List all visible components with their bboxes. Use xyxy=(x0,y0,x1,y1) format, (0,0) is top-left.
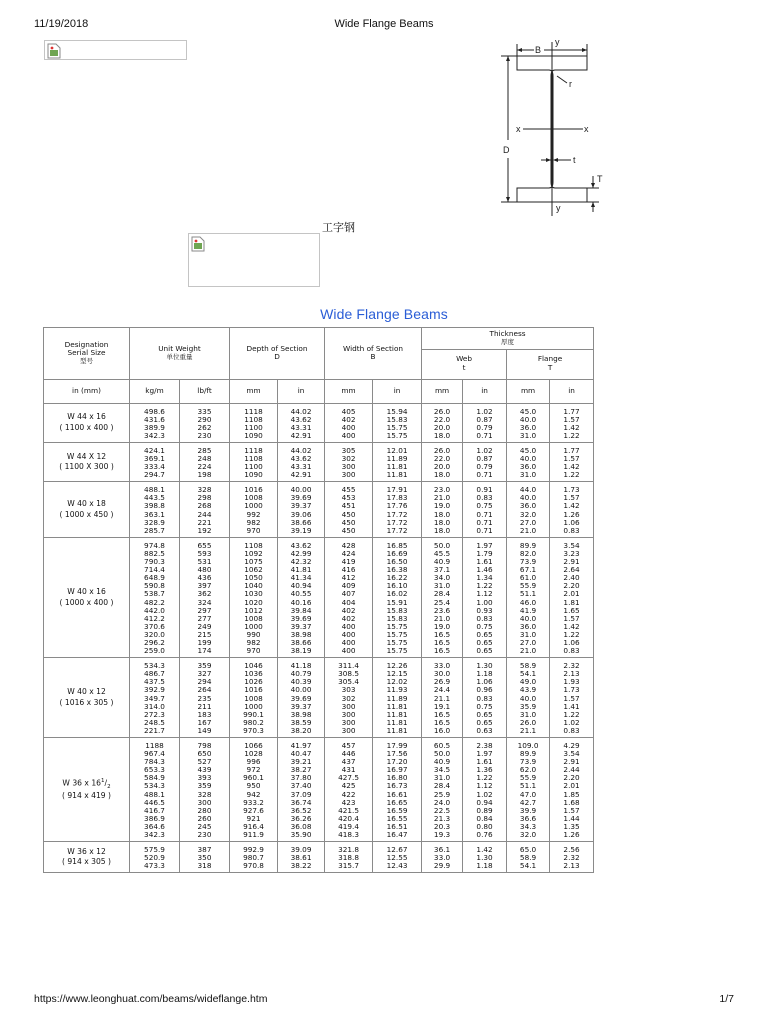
value-cell: 498.6 431.6 389.9 342.3 xyxy=(130,403,180,442)
value-cell: 58.9 54.1 49.0 43.9 40.0 35.9 31.0 26.0 21.1 xyxy=(507,658,550,738)
diagram-label-t-web: t xyxy=(573,155,576,165)
value-cell: 4.29 3.54 2.91 2.44 2.20 2.01 1.85 1.68 1.57 1.44 1.35 1.26 xyxy=(550,738,594,842)
value-cell: 12.67 12.55 12.43 xyxy=(373,842,422,873)
value-cell: 23.0 21.0 19.0 18.0 18.0 18.0 xyxy=(422,482,463,538)
value-cell: 26.0 22.0 20.0 18.0 xyxy=(422,403,463,442)
value-cell: 2.38 1.97 1.61 1.36 1.22 1.12 1.02 0.94 0.89 0.84 0.80 0.76 xyxy=(463,738,507,842)
value-cell: 1.02 0.87 0.79 0.71 xyxy=(463,403,507,442)
value-cell: 305 302 300 300 xyxy=(325,442,373,481)
value-cell: 1.30 1.18 1.06 0.96 0.83 0.75 0.65 0.65 0.63 xyxy=(463,658,507,738)
header-unit-weight: Unit Weight 单位重量 xyxy=(130,328,230,380)
value-cell: 1108 1092 1075 1062 1050 1040 1030 1020 1012 1008 1000 990 982 970 xyxy=(230,537,278,657)
value-cell: 44.02 43.62 43.31 42.91 xyxy=(278,442,325,481)
table-row xyxy=(44,537,594,657)
unit-header: mm xyxy=(422,379,463,403)
designation-cell: W 40 x 16 ( 1000 x 400 ) xyxy=(44,537,130,657)
value-cell: 40.00 39.69 39.37 39.06 38.66 39.19 xyxy=(278,482,325,538)
table-row xyxy=(44,658,594,738)
value-cell: 16.85 16.69 16.50 16.38 16.22 16.10 16.02 15.91 15.83 15.83 15.75 15.75 15.75 15.75 xyxy=(373,537,422,657)
value-cell: 1.42 1.30 1.18 xyxy=(463,842,507,873)
value-cell: 1016 1008 1000 992 982 970 xyxy=(230,482,278,538)
chinese-caption: 工字钢 xyxy=(322,221,355,234)
value-cell: 1.77 1.57 1.42 1.22 xyxy=(550,403,594,442)
table-title: Wide Flange Beams xyxy=(320,306,448,322)
diagram-label-x-right: x xyxy=(584,124,589,134)
diagram-label-d: D xyxy=(503,145,510,155)
value-cell: 45.0 40.0 36.0 31.0 xyxy=(507,442,550,481)
value-cell: 534.3 486.7 437.5 392.9 349.7 314.0 272.3 248.5 221.7 xyxy=(130,658,180,738)
value-cell: 488.1 443.5 398.8 363.1 328.9 285.7 xyxy=(130,482,180,538)
diagram-label-t-flange: T xyxy=(597,174,603,184)
value-cell: 1046 1036 1026 1016 1008 1000 990.1 980.2 970.3 xyxy=(230,658,278,738)
value-cell: 1.02 0.87 0.79 0.71 xyxy=(463,442,507,481)
header-web: Web t xyxy=(422,349,507,379)
value-cell: 26.0 22.0 20.0 18.0 xyxy=(422,442,463,481)
value-cell: 575.9 520.9 473.3 xyxy=(130,842,180,873)
value-cell: 1118 1108 1100 1090 xyxy=(230,403,278,442)
value-cell: 60.5 50.0 40.9 34.5 31.0 28.4 25.9 24.0 22.5 21.3 20.3 19.3 xyxy=(422,738,463,842)
value-cell: 1.77 1.57 1.42 1.22 xyxy=(550,442,594,481)
value-cell: 15.94 15.83 15.75 15.75 xyxy=(373,403,422,442)
print-date: 11/19/2018 xyxy=(34,18,89,30)
value-cell: 321.8 318.8 315.7 xyxy=(325,842,373,873)
value-cell: 41.18 40.79 40.39 40.00 39.69 39.37 38.98 38.59 38.20 xyxy=(278,658,325,738)
value-cell: 1118 1108 1100 1090 xyxy=(230,442,278,481)
value-cell: 428 424 419 416 412 409 407 404 402 402 400 400 400 400 xyxy=(325,537,373,657)
value-cell: 43.62 42.99 42.32 41.81 41.34 40.94 40.55 40.16 39.84 39.69 39.37 38.98 38.66 38.19 xyxy=(278,537,325,657)
wide-flange-beam-table xyxy=(43,327,594,873)
value-cell: 44.0 40.0 36.0 32.0 27.0 21.0 xyxy=(507,482,550,538)
diagram-label-b: B xyxy=(535,45,542,55)
value-cell: 109.0 89.9 73.9 62.0 55.9 51.1 47.0 42.7 39.9 36.6 34.3 32.0 xyxy=(507,738,550,842)
diagram-label-r: r xyxy=(569,79,572,89)
value-cell: 455 453 451 450 450 450 xyxy=(325,482,373,538)
value-cell: 0.91 0.83 0.75 0.71 0.71 0.71 xyxy=(463,482,507,538)
designation-cell: W 40 x 18 ( 1000 x 450 ) xyxy=(44,482,130,538)
value-cell: 12.01 11.89 11.81 11.81 xyxy=(373,442,422,481)
value-cell: 1066 1028 996 972 960.1 950 942 933.2 927.6 921 916.4 911.9 xyxy=(230,738,278,842)
unit-header: kg/m xyxy=(130,379,180,403)
value-cell: 17.91 17.83 17.76 17.72 17.72 17.72 xyxy=(373,482,422,538)
table-row xyxy=(44,482,594,538)
value-cell: 974.8 882.5 790.3 714.4 648.9 590.8 538.7 482.2 442.0 412.2 370.6 320.0 296.2 259.0 xyxy=(130,537,180,657)
designation-cell: W 36 x $16^1/_2$ ( 914 x 419 ) xyxy=(44,738,130,842)
unit-header: in (mm) xyxy=(44,379,130,403)
unit-header: mm xyxy=(325,379,373,403)
value-cell: 335 290 262 230 xyxy=(180,403,230,442)
diagram-label-y-top: y xyxy=(555,37,560,47)
value-cell: 1.73 1.57 1.42 1.26 1.06 0.83 xyxy=(550,482,594,538)
value-cell: 45.0 40.0 36.0 31.0 xyxy=(507,403,550,442)
designation-cell: W 44 x 16 ( 1100 x 400 ) xyxy=(44,403,130,442)
value-cell: 89.9 82.0 73.9 67.1 61.0 55.9 51.1 46.0 41.9 40.0 36.0 31.0 27.0 21.0 xyxy=(507,537,550,657)
value-cell: 50.0 45.5 40.9 37.1 34.0 31.0 28.4 25.4 23.6 21.0 19.0 16.5 16.5 16.5 xyxy=(422,537,463,657)
designation-cell: W 36 x 12 ( 914 x 305 ) xyxy=(44,842,130,873)
value-cell: 3.54 3.23 2.91 2.64 2.40 2.20 2.01 1.81 1.65 1.57 1.42 1.22 1.06 0.83 xyxy=(550,537,594,657)
header-thickness: Thickness 厚度 xyxy=(422,328,594,350)
header-designation: Designation Serial Size 型号 xyxy=(44,328,130,380)
value-cell: 33.0 30.0 26.9 24.4 21.1 19.1 16.5 16.5 16.0 xyxy=(422,658,463,738)
diagram-label-y-bottom: y xyxy=(556,203,561,213)
value-cell: 1188 967.4 784.3 653.3 584.9 534.3 488.1 446.5 416.7 386.9 364.6 342.3 xyxy=(130,738,180,842)
value-cell: 328 298 268 244 221 192 xyxy=(180,482,230,538)
designation-cell: W 44 X 12 ( 1100 X 300 ) xyxy=(44,442,130,481)
value-cell: 17.99 17.56 17.20 16.97 16.80 16.73 16.61 16.65 16.59 16.55 16.51 16.47 xyxy=(373,738,422,842)
unit-header: lb/ft xyxy=(180,379,230,403)
value-cell: 655 593 531 480 436 397 362 324 297 277 249 215 199 174 xyxy=(180,537,230,657)
value-cell: 457 446 437 431 427.5 425 422 423 421.5 420.4 419.4 418.3 xyxy=(325,738,373,842)
header-width: Width of Section B xyxy=(325,328,422,380)
value-cell: 285 248 224 198 xyxy=(180,442,230,481)
value-cell: 405 402 400 400 xyxy=(325,403,373,442)
diagram-label-x-left: x xyxy=(516,124,521,134)
print-title: Wide Flange Beams xyxy=(334,18,434,30)
value-cell: 44.02 43.62 43.31 42.91 xyxy=(278,403,325,442)
value-cell: 39.09 38.61 38.22 xyxy=(278,842,325,873)
page-number: 1/7 xyxy=(719,993,734,1005)
value-cell: 41.97 40.47 39.21 38.27 37.80 37.40 37.09 36.74 36.52 36.26 36.08 35.90 xyxy=(278,738,325,842)
value-cell: 798 650 527 439 393 359 328 300 280 260 245 230 xyxy=(180,738,230,842)
value-cell: 992.9 980.7 970.8 xyxy=(230,842,278,873)
unit-header: in xyxy=(373,379,422,403)
value-cell: 387 350 318 xyxy=(180,842,230,873)
value-cell: 359 327 294 264 235 211 183 167 149 xyxy=(180,658,230,738)
header-depth: Depth of Section D xyxy=(230,328,325,380)
unit-header: in xyxy=(278,379,325,403)
value-cell: 2.32 2.13 1.93 1.73 1.57 1.41 1.22 1.02 0.83 xyxy=(550,658,594,738)
unit-header: mm xyxy=(230,379,278,403)
header-flange: Flange T xyxy=(507,349,594,379)
designation-cell: W 40 x 12 ( 1016 x 305 ) xyxy=(44,658,130,738)
value-cell: 12.26 12.15 12.02 11.93 11.89 11.81 11.81 11.81 11.81 xyxy=(373,658,422,738)
table-row xyxy=(44,403,594,442)
print-url: https://www.leonghuat.com/beams/wideflange.htm xyxy=(34,993,268,1005)
unit-header: mm xyxy=(507,379,550,403)
table-row xyxy=(44,442,594,481)
value-cell: 36.1 33.0 29.9 xyxy=(422,842,463,873)
value-cell: 1.97 1.79 1.61 1.46 1.34 1.22 1.12 1.00 0.93 0.83 0.75 0.65 0.65 0.65 xyxy=(463,537,507,657)
table-row xyxy=(44,738,594,842)
value-cell: 65.0 58.9 54.1 xyxy=(507,842,550,873)
unit-header: in xyxy=(463,379,507,403)
value-cell: 2.56 2.32 2.13 xyxy=(550,842,594,873)
table-row xyxy=(44,842,594,873)
value-cell: 424.1 369.1 333.4 294.7 xyxy=(130,442,180,481)
unit-header: in xyxy=(550,379,594,403)
value-cell: 311.4 308.5 305.4 303 302 300 300 300 300 xyxy=(325,658,373,738)
